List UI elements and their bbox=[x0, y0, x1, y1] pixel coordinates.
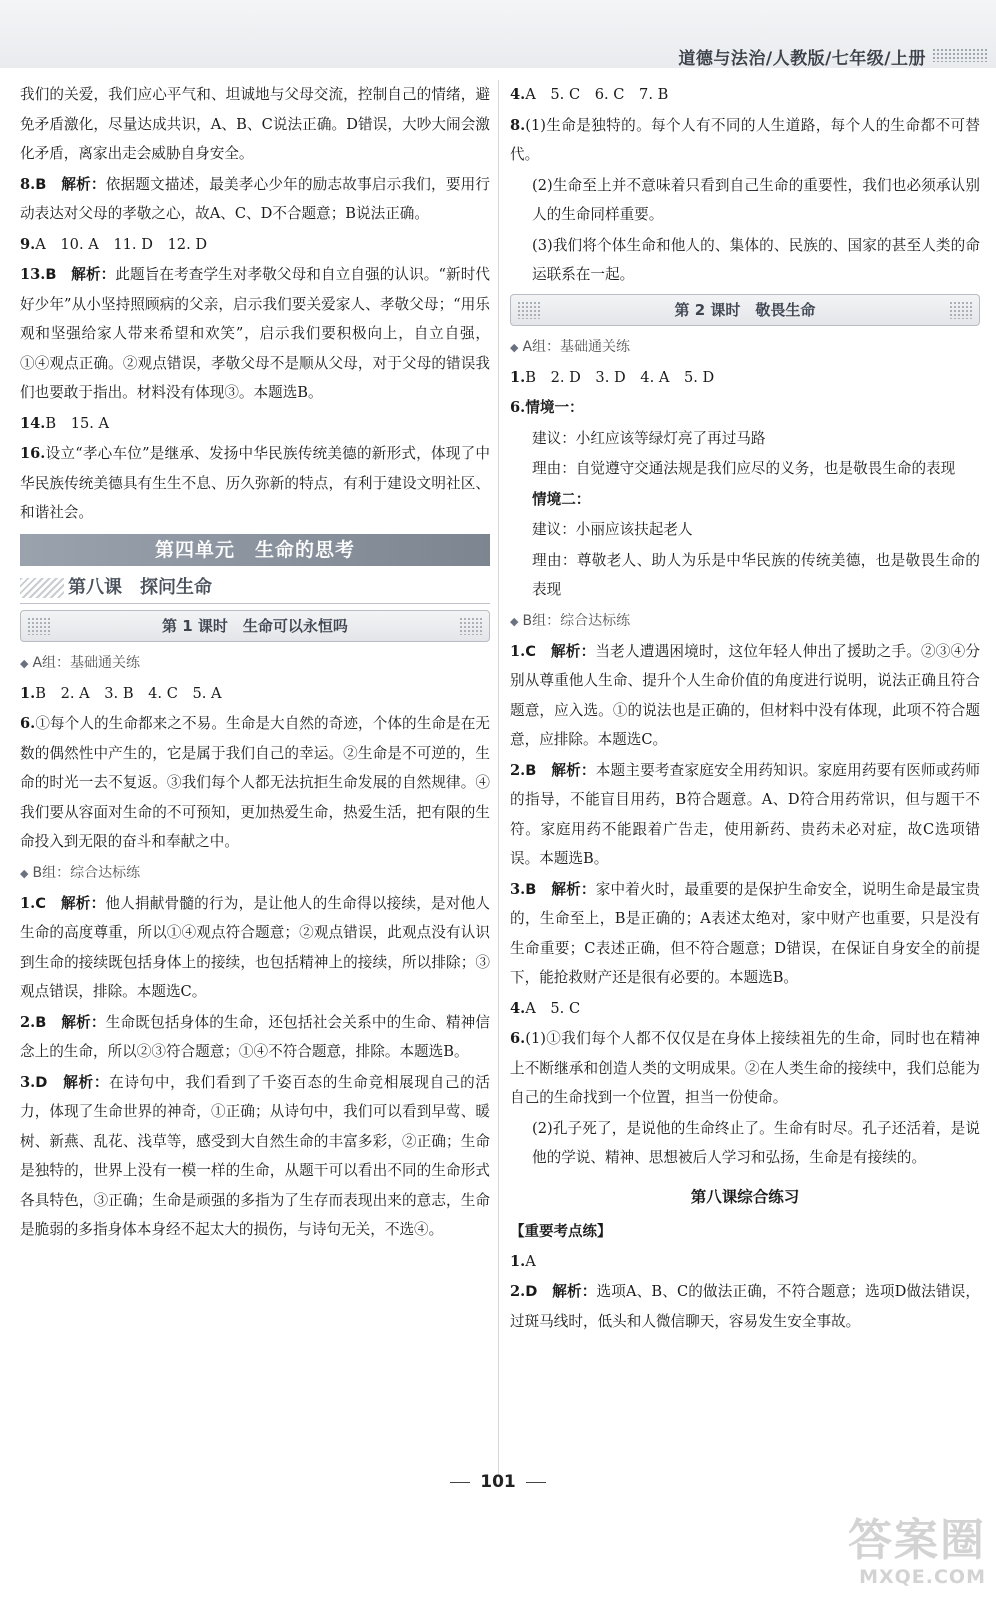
answer-number: 3. bbox=[20, 1073, 36, 1091]
dash-decoration bbox=[526, 1482, 546, 1483]
answer-entry bbox=[510, 80, 980, 110]
answer-text: (2)孔子死了，是说他的生命终止了。生命有时尽。孔子还活着，是说他的学说、精神、思想被后人学习和弘扬，生命是有接续的。 bbox=[532, 1119, 980, 1166]
answer-text: 依据题文描述，最美孝心少年的励志故事启示我们，要用行动表达对父母的孝敬之心，故A、C、D不合题意；B说法正确。 bbox=[20, 175, 490, 222]
answer-entry bbox=[510, 994, 980, 1024]
answer-number: 2. bbox=[20, 1013, 36, 1031]
answer-text: 他人捐献骨髓的行为，是让他人的生命得以接续，是对他人生命的高度尊重，所以①④观点符合题意；②观点错误，此观点没有认识到生命的接续既包括身体上的接续，也包括精神上的接续，所以排除；③观点错误，排除。本题选C。 bbox=[20, 894, 490, 1000]
answer-text: 选项A、B、C的做法正确，不符合题意；选项D做法错误，过斑马线时，低头和人微信聊天，容易发生安全事故。 bbox=[510, 1283, 980, 1330]
answer-entry bbox=[510, 393, 980, 423]
answer-number: 4. bbox=[510, 86, 526, 103]
answer-number: 1. bbox=[20, 684, 36, 702]
left-top-answers bbox=[20, 80, 490, 528]
answer-text: B 2. A 3. B 4. C 5. A bbox=[35, 684, 222, 702]
session-bar-2 bbox=[510, 294, 980, 326]
answer-number: 2. bbox=[510, 761, 526, 779]
answer-label: B 解析： bbox=[35, 175, 106, 193]
answer-entry bbox=[510, 424, 980, 454]
answer-text: (3)我们将个体生命和他人的、集体的、民族的、国家的甚至人类的命运联系在一起。 bbox=[532, 236, 980, 283]
answer-number: 1. bbox=[510, 1252, 526, 1270]
answer-entry bbox=[510, 363, 980, 393]
right-group-b-answers bbox=[510, 637, 980, 1173]
answer-text: 设立“孝心车位”是继承、发扬中华民族传统美德的新形式，体现了中华民族传统美德具有生生不息、历久弥新的特点，有利于建设文明社区、和谐社会。 bbox=[20, 445, 490, 521]
dash-decoration bbox=[450, 1482, 470, 1483]
answer-label: B 解析： bbox=[35, 1013, 106, 1031]
answer-entry bbox=[510, 231, 980, 290]
diamond-icon: ◆ bbox=[510, 340, 519, 354]
answer-text: (2)生命至上并不意味着只看到自己生命的重要性，我们也必须承认别人的生命同样重要。 bbox=[532, 176, 980, 223]
dot-pattern-icon bbox=[949, 301, 973, 319]
answer-entry bbox=[510, 111, 980, 170]
answer-entry bbox=[510, 1277, 980, 1336]
answer-entry bbox=[510, 637, 980, 755]
answer-text: (1)生命是独特的。每个人有不同的人生道路，每个人的生命都不可替代。 bbox=[510, 116, 980, 163]
answer-entry bbox=[510, 485, 980, 515]
answer-text: (1)①我们每个人都不仅仅是在身体上接续祖先的生命，同时也在精神上不断继承和创造人类的文明成果。②在人类生命的接续中，我们总能为自己的生命找到一个位置，担当一份使命。 bbox=[510, 1030, 980, 1106]
answer-number: 6. bbox=[20, 715, 36, 732]
unit-banner: 第四单元 生命的思考 bbox=[20, 534, 490, 566]
answer-entry bbox=[20, 439, 490, 528]
key-point-heading: 【重要考点练】 bbox=[510, 1223, 612, 1240]
answer-text: 理由：自觉遵守交通法规是我们应尽的义务，也是敬畏生命的表现 bbox=[532, 460, 956, 477]
answer-label: D 解析： bbox=[35, 1073, 110, 1091]
right-key-answers bbox=[510, 1247, 980, 1337]
answer-text: 理由：尊敬老人、助人为乐是中华民族的传统美德，也是敬畏生命的表现 bbox=[532, 551, 980, 598]
page-number-text: 101 bbox=[480, 1472, 516, 1492]
left-group-a-answers bbox=[20, 679, 490, 857]
answer-text: 我们的关爱，我们应心平气和、坦诚地与父母交流，控制自己的情绪，避免矛盾激化，尽量达成共识，A、B、C说法正确。D错误，大吵大闹会激化矛盾，离家出走会威胁自身安全。 bbox=[20, 86, 490, 162]
answer-entry bbox=[510, 1247, 980, 1277]
answer-entry bbox=[20, 1068, 490, 1245]
diamond-icon: ◆ bbox=[20, 656, 29, 670]
answer-text: 此题旨在考查学生对孝敬父母和自立自强的认识。“新时代好少年”从小坚持照顾病的父亲，启示我们要关爱家人、孝敬父母；“用乐观和坚强给家人带来希望和欢笑”，启示我们要积极向上，自立自强，①④观点正确。②观点错误，孝敬父母不是顺从父母，对于父母的错误我们也要敢于指出。材料没有体现③。本题选B。 bbox=[20, 266, 490, 401]
answer-entry bbox=[510, 1024, 980, 1113]
answer-text: 建议：小红应该等绿灯亮了再过马路 bbox=[532, 429, 766, 447]
watermark-logo bbox=[786, 1516, 986, 1592]
answer-number: 9. bbox=[20, 235, 36, 253]
group-b-label: B组：综合达标练 bbox=[522, 612, 631, 629]
watermark-big: 答案圈 bbox=[848, 1515, 986, 1566]
group-a-tag bbox=[510, 332, 980, 363]
answer-entry bbox=[510, 875, 980, 993]
answer-entry bbox=[510, 756, 980, 874]
group-b-tag bbox=[510, 606, 980, 637]
answer-text: 生命既包括身体的生命，还包括社会关系中的生命、精神信念上的生命，所以②③符合题意；①④不符合题意，排除。本题选B。 bbox=[20, 1013, 490, 1060]
answer-entry bbox=[20, 170, 490, 229]
right-column bbox=[510, 80, 980, 1337]
answer-text: A bbox=[525, 1252, 536, 1270]
answer-text: B 2. D 3. D 4. A 5. D bbox=[525, 368, 715, 386]
group-a-label: A组：基础通关练 bbox=[32, 654, 141, 671]
dot-pattern-icon bbox=[27, 617, 51, 635]
answer-number: 14. bbox=[20, 414, 46, 432]
header-dot-pattern bbox=[932, 48, 988, 62]
group-a-tag bbox=[20, 648, 490, 679]
answer-number: 3. bbox=[510, 880, 526, 898]
diamond-icon: ◆ bbox=[20, 866, 29, 880]
answer-number: 2. bbox=[510, 1283, 526, 1300]
answer-entry bbox=[20, 230, 490, 260]
answer-entry bbox=[20, 260, 490, 408]
lesson-title-text: 第八课 探问生命 bbox=[68, 576, 212, 598]
answer-label: 情境二： bbox=[532, 490, 591, 508]
answer-number: 1. bbox=[510, 642, 526, 660]
answer-entry bbox=[510, 454, 980, 484]
lesson-title bbox=[20, 572, 490, 604]
answer-entry bbox=[510, 1114, 980, 1173]
answer-entry bbox=[510, 171, 980, 230]
sub-heading: 第八课综合练习 bbox=[690, 1187, 800, 1206]
session-bar-1 bbox=[20, 610, 490, 642]
answer-entry bbox=[20, 889, 490, 1007]
answer-entry bbox=[20, 80, 490, 169]
page-number bbox=[0, 1472, 996, 1492]
answer-number: 6. bbox=[510, 1030, 526, 1047]
answer-entry bbox=[20, 709, 490, 857]
session-bar-1-text: 第 1 课时 生命可以永恒吗 bbox=[162, 616, 348, 635]
column-divider bbox=[498, 80, 499, 1475]
right-group-a-answers bbox=[510, 363, 980, 605]
answer-label: C 解析： bbox=[35, 894, 106, 912]
answer-text: B 15. A bbox=[45, 414, 110, 432]
answer-text: ①每个人的生命都来之不易。生命是大自然的奇迹，个体的生命是在无数的偶然性中产生的，它是属于我们自己的幸运。②生命是不可逆的，生命的时光一去不复返。③我们每个人都无法抗拒生命发展的自然规律。④我们要从容面对生命的不可预知，更加热爱生命，热爱生活，把有限的生命投入到无限的奋斗和奉献之中。 bbox=[20, 715, 490, 850]
answer-number: 13. bbox=[20, 266, 46, 283]
answer-number: 6. bbox=[510, 399, 526, 416]
answer-label: 情境一： bbox=[525, 399, 584, 416]
lesson-title-rule bbox=[20, 603, 490, 604]
group-b-label: B组：综合达标练 bbox=[32, 864, 141, 881]
answer-entry bbox=[510, 546, 980, 605]
answer-number: 8. bbox=[510, 116, 526, 134]
answer-entry bbox=[20, 409, 490, 439]
answer-text: 建议：小丽应该扶起老人 bbox=[532, 521, 693, 538]
group-a-label: A组：基础通关练 bbox=[522, 338, 631, 355]
answer-text: A 5. C 6. C 7. B bbox=[525, 86, 669, 103]
session-bar-2-text: 第 2 课时 敬畏生命 bbox=[674, 300, 816, 319]
lesson-stripes-decoration bbox=[20, 578, 64, 598]
answer-text: A 5. C bbox=[525, 999, 581, 1017]
header-title: 道德与法治/人教版/七年级/上册 bbox=[678, 49, 926, 69]
answer-number: 1. bbox=[20, 894, 36, 912]
group-b-tag bbox=[20, 858, 490, 889]
answer-label: B 解析： bbox=[45, 266, 116, 283]
watermark-small: MXQE.COM bbox=[859, 1566, 986, 1588]
answer-label: B 解析： bbox=[525, 761, 596, 779]
answer-number: 1. bbox=[510, 368, 526, 386]
answer-label: C 解析： bbox=[525, 642, 596, 660]
answer-entry bbox=[20, 1008, 490, 1067]
answer-number: 8. bbox=[20, 175, 36, 193]
answer-text: 本题主要考查家庭安全用药知识。家庭用药要有医师或药师的指导，不能盲目用药，B符合题意。A、D符合用药常识，但与题干不符。家庭用药不能跟着广告走，使用新药、贵药未必对症，故C选项错误。本题选B。 bbox=[510, 761, 980, 867]
answer-entry bbox=[510, 515, 980, 545]
answer-text: 在诗句中，我们看到了千姿百态的生命竞相展现自己的活力，体现了生命世界的神奇，①正确；从诗句中，我们可以看到早莺、暖树、新燕、乱花、浅草等，感受到大自然生命的丰富多彩，②正确；生命是独特的，世界上没有一模一样的生命，从题干可以看出不同的生命形式各具特色，③正确；生命是顽强的多指为了生存而表现出来的意志，生命是脆弱的多指身体本身经不起太大的损伤，与诗句无关，不选④。 bbox=[20, 1073, 490, 1238]
left-group-b-answers bbox=[20, 889, 490, 1245]
answer-text: A 10. A 11. D 12. D bbox=[35, 235, 208, 253]
diamond-icon: ◆ bbox=[510, 614, 519, 628]
answer-label: D 解析： bbox=[525, 1283, 597, 1300]
dot-pattern-icon bbox=[459, 617, 483, 635]
answer-text: 家中着火时，最重要的是保护生命安全，说明生命是最宝贵的，生命至上，B是正确的；A表述太绝对，家中财产也重要，只是没有生命重要；C表述正确，但不符合题意；D错误，在保证自身安全的前提下，能抢救财产还是很有必要的。本题选B。 bbox=[510, 880, 980, 986]
dot-pattern-icon bbox=[517, 301, 541, 319]
answer-number: 4. bbox=[510, 999, 526, 1017]
answer-label: B 解析： bbox=[525, 880, 596, 898]
left-column bbox=[20, 80, 490, 1246]
answer-number: 16. bbox=[20, 445, 46, 462]
answer-entry bbox=[20, 679, 490, 709]
right-top-answers bbox=[510, 80, 980, 290]
answer-text: 当老人遭遇困境时，这位年轻人伸出了援助之手。②③④分别从尊重他人生命、提升个人生命价值的角度进行说明，说法正确且符合题意，应入选。①的说法也是正确的，但材料中没有体现，此项不符合题意，应排除。本题选C。 bbox=[510, 642, 980, 748]
